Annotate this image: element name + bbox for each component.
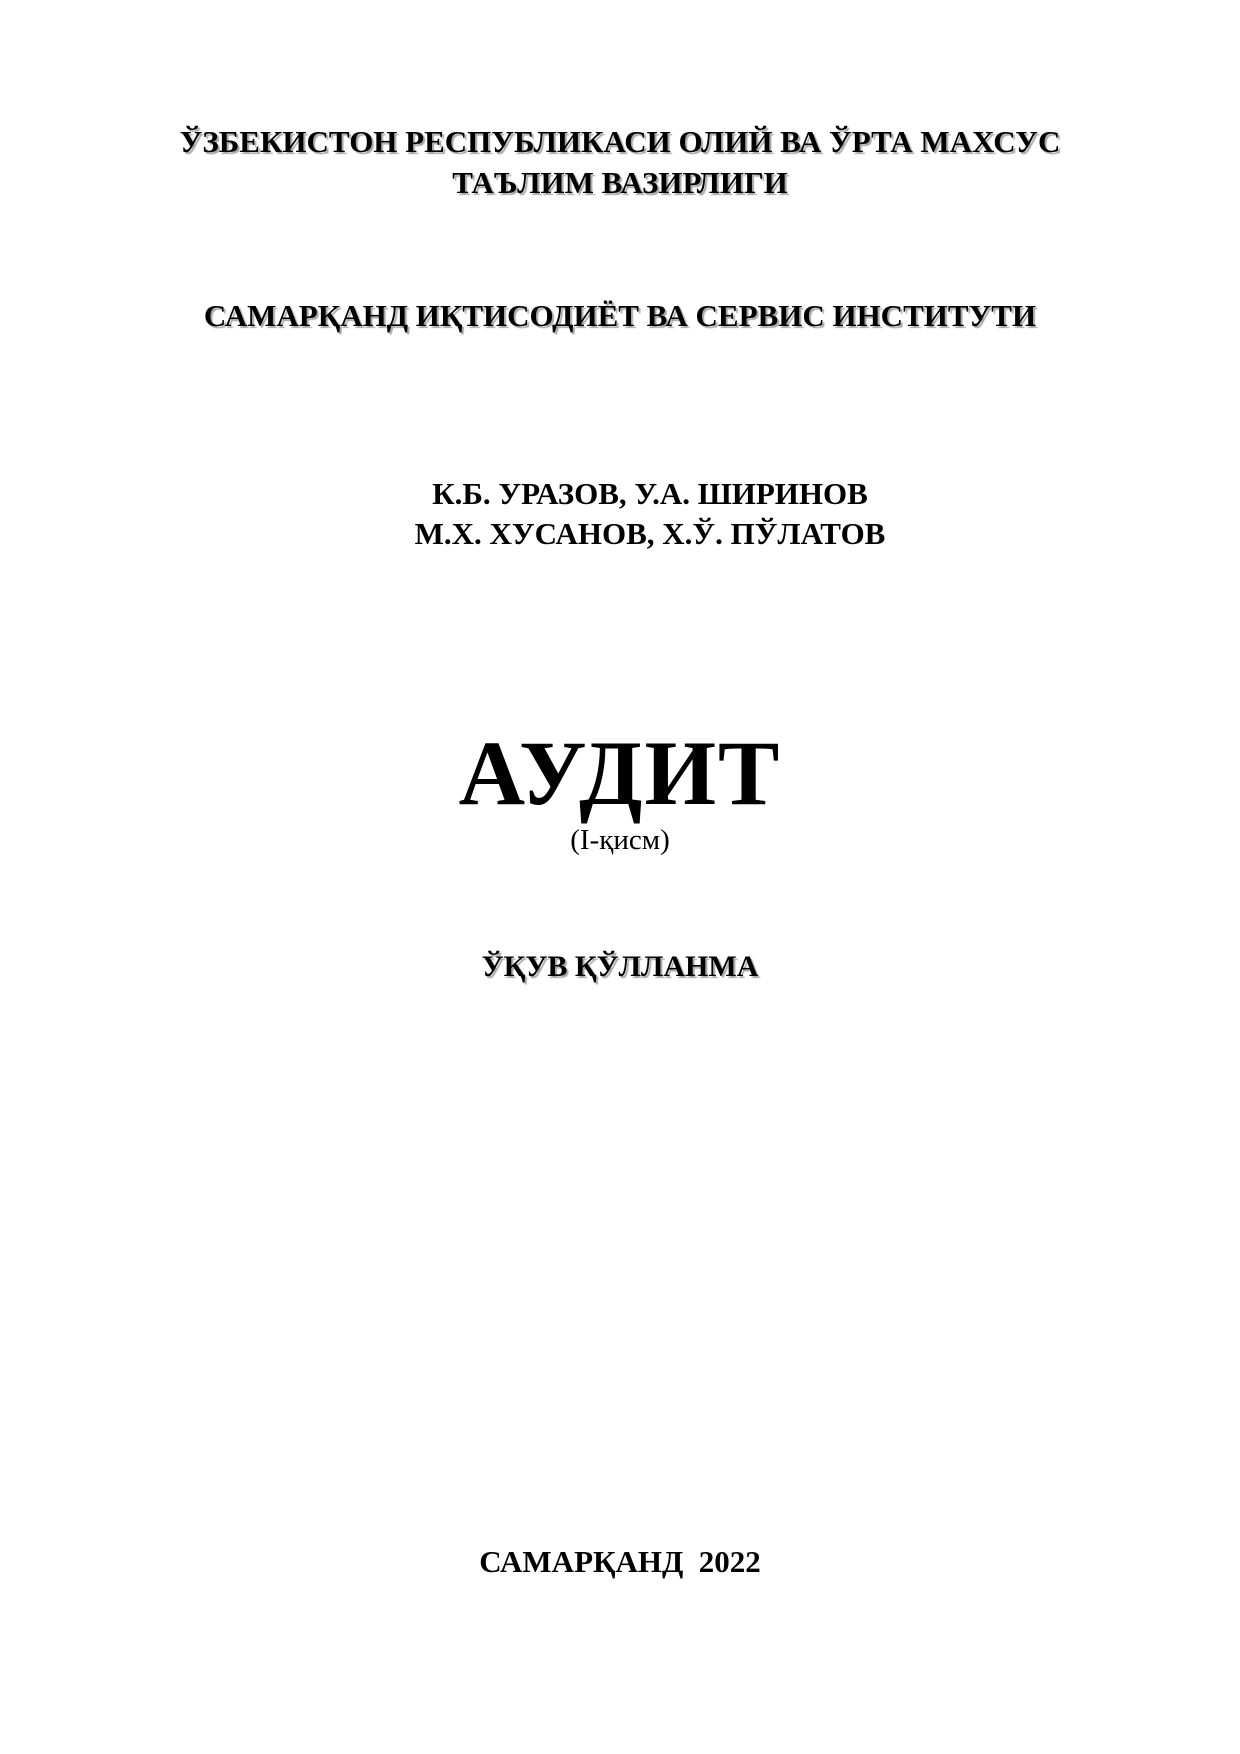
- document-type: ЎҚУВ ҚЎЛЛАНМА: [481, 950, 759, 983]
- authors-line-2: М.Х. ХУСАНОВ, Х.Ў. ПЎЛАТОВ: [414, 516, 886, 551]
- ministry-line-1: ЎЗБЕКИСТОН РЕСПУБЛИКАСИ ОЛИЙ ВА ЎРТА МАХСУС: [179, 124, 1061, 159]
- ministry-line-2: ТАЪЛИМ ВАЗИРЛИГИ: [452, 165, 788, 200]
- authors-line-1: К.Б. УРАЗОВ, У.А. ШИРИНОВ: [432, 476, 868, 511]
- city-year: САМАРҚАНД 2022: [479, 1544, 761, 1579]
- book-title: АУДИТ: [458, 722, 782, 824]
- institute-name: САМАРҚАНД ИҚТИСОДИЁТ ВА СЕРВИС ИНСТИТУТИ: [203, 298, 1037, 333]
- book-part: (I-қисм): [570, 824, 670, 856]
